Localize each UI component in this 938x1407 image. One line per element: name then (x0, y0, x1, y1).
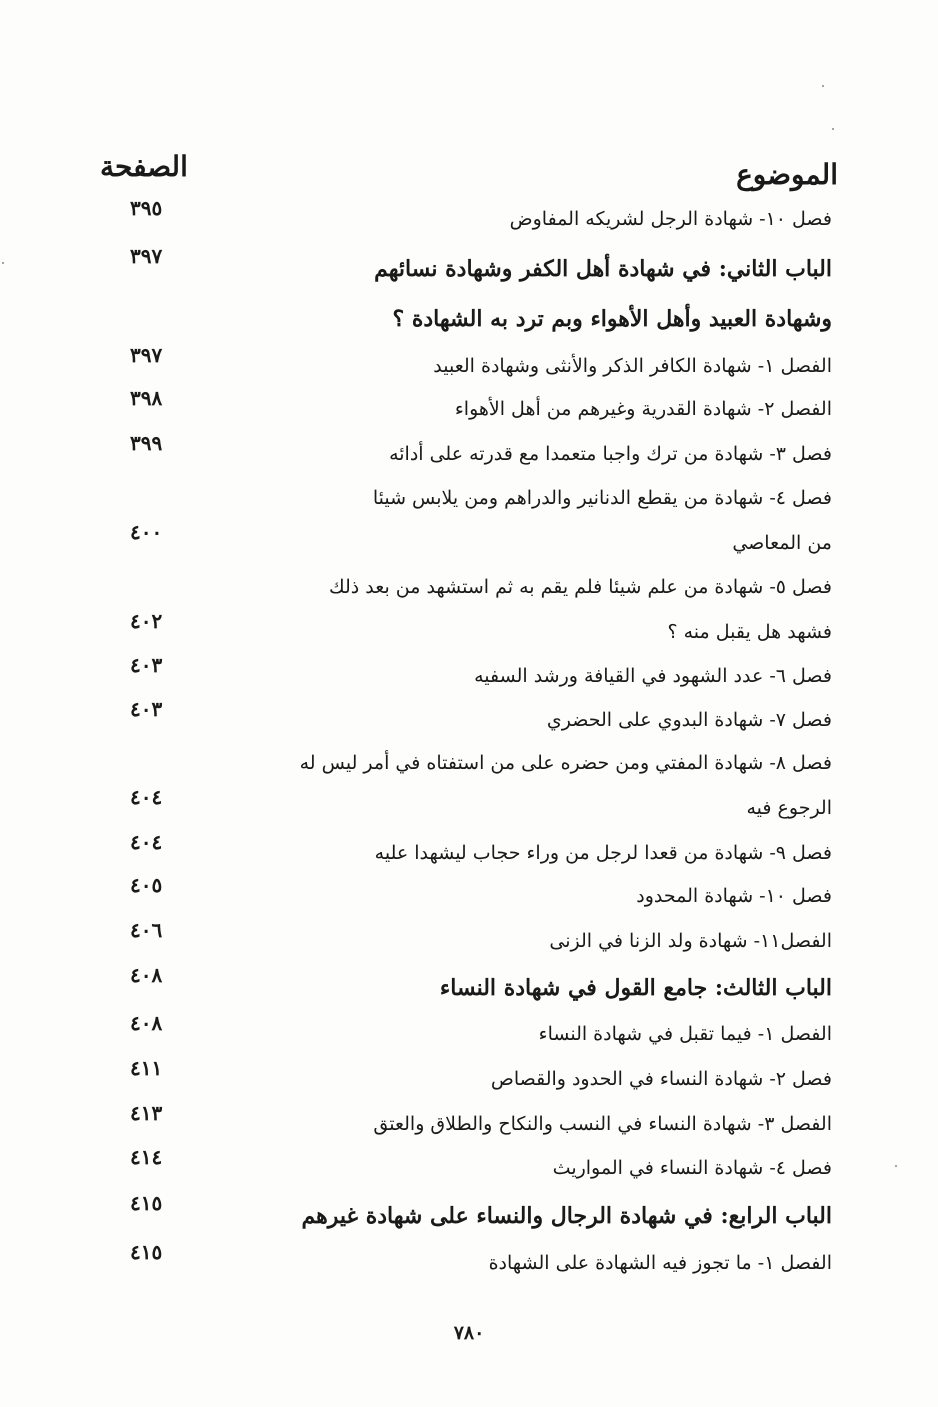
toc-entry-page: ٣٩٩ (130, 431, 163, 455)
page-column-header: الصفحة (100, 150, 188, 183)
toc-entry-page: ٤٠٤ (130, 830, 163, 854)
toc-entry-title: فصل ٤- شهادة من يقطع الدنانير والدراهم ومن يلابس شيئا (372, 487, 832, 509)
toc-entry-title: من المعاصي (732, 532, 832, 554)
toc-entry-page: ٤٠٣ (130, 697, 163, 721)
scan-speck (895, 1165, 897, 1167)
toc-entry-title: فصل ٩- شهادة من قعدا لرجل من وراء حجاب ليشهدا عليه (374, 842, 832, 864)
toc-entry-title: الباب الثالث: جامع القول في شهادة النساء (439, 975, 832, 1001)
toc-entry-page: ٣٩٥ (130, 196, 163, 220)
toc-entry-title: الفصل ٢- شهادة القدرية وغيرهم من أهل الأهواء (454, 398, 832, 420)
toc-entry-title: وشهادة العبيد وأهل الأهواء وبم ترد به الشهادة ؟ (392, 306, 832, 332)
scan-speck (822, 85, 824, 87)
toc-entry-title: فصل ٦- عدد الشهود في القيافة ورشد السفيه (474, 665, 832, 687)
toc-entry-title: الرجوع فيه (746, 797, 832, 819)
toc-entry-title: فصل ١٠- شهادة الرجل لشريكه المفاوض (509, 208, 832, 230)
toc-entry-title: الفصل ١- شهادة الكافر الذكر والأنثى وشهادة العبيد (433, 355, 832, 377)
toc-entry-page: ٤٠٠ (130, 520, 163, 544)
toc-entry-page: ٤١٥ (130, 1191, 163, 1215)
toc-entry-title: الفصل ١- ما تجوز فيه الشهادة على الشهادة (488, 1252, 832, 1274)
toc-entry-page: ٣٩٧ (130, 343, 163, 367)
toc-entry-page: ٣٩٨ (130, 386, 163, 410)
toc-entry (0, 697, 938, 753)
toc-entry-title: فصل ٧- شهادة البدوي على الحضري (546, 709, 832, 731)
toc-entry-continued (0, 520, 938, 576)
toc-entry-title: الفصل١١- شهادة ولد الزنا في الزنى (549, 930, 832, 952)
toc-entry-title: فصل ٢- شهادة النساء في الحدود والقصاص (490, 1068, 832, 1090)
toc-entry-title: الفصل ٣- شهادة النساء في النسب والنكاح والطلاق والعتق (373, 1113, 832, 1135)
toc-chapter-heading (0, 244, 938, 300)
toc-entry-page: ٤١٣ (130, 1101, 163, 1125)
toc-entry-title: الباب الرابع: في شهادة الرجال والنساء على شهادة غيرهم (301, 1203, 832, 1229)
toc-entry-page: ٤٠٤ (130, 785, 163, 809)
scan-speck (2, 262, 4, 264)
toc-entry-page: ٤٠٣ (130, 653, 163, 677)
toc-entry-page: ٤١٥ (130, 1240, 163, 1264)
toc-entry-title: الباب الثاني: في شهادة أهل الكفر وشهادة نسائهم (374, 256, 832, 282)
scan-speck (832, 128, 834, 130)
toc-entry-title: فصل ٥- شهادة من علم شيئا فلم يقم به ثم استشهد من بعد ذلك (329, 576, 832, 598)
toc-entry-page: ٣٩٧ (130, 244, 163, 268)
topic-column-header: الموضوع (736, 158, 838, 191)
toc-entry-title: الفصل ١- فيما تقبل في شهادة النساء (538, 1023, 832, 1045)
toc-entry-page: ٤١٤ (130, 1145, 163, 1169)
toc-entry-page: ٤١١ (130, 1056, 163, 1080)
toc-entry-title: فشهد هل يقبل منه ؟ (667, 621, 832, 643)
page-number: ٧٨٠ (453, 1322, 485, 1344)
toc-entry-title: فصل ٨- شهادة المفتي ومن حضره على من استفتاه في أمر ليس له (299, 752, 832, 774)
toc-entry-title: فصل ٤- شهادة النساء في المواريث (552, 1157, 832, 1179)
toc-entry-page: ٤٠٨ (130, 963, 163, 987)
toc-entry-page: ٤٠٥ (130, 873, 163, 897)
toc-entry (0, 431, 938, 487)
toc-entry-page: ٤٠٦ (130, 918, 163, 942)
toc-entry-title: فصل ٣- شهادة من ترك واجبا متعمدا مع قدرته على أدائه (389, 443, 832, 465)
toc-entry-title: فصل ١٠- شهادة المحدود (636, 885, 832, 907)
toc-entry-page: ٤٠٨ (130, 1011, 163, 1035)
toc-entry (0, 1240, 938, 1296)
toc-entry-page: ٤٠٢ (130, 609, 163, 633)
